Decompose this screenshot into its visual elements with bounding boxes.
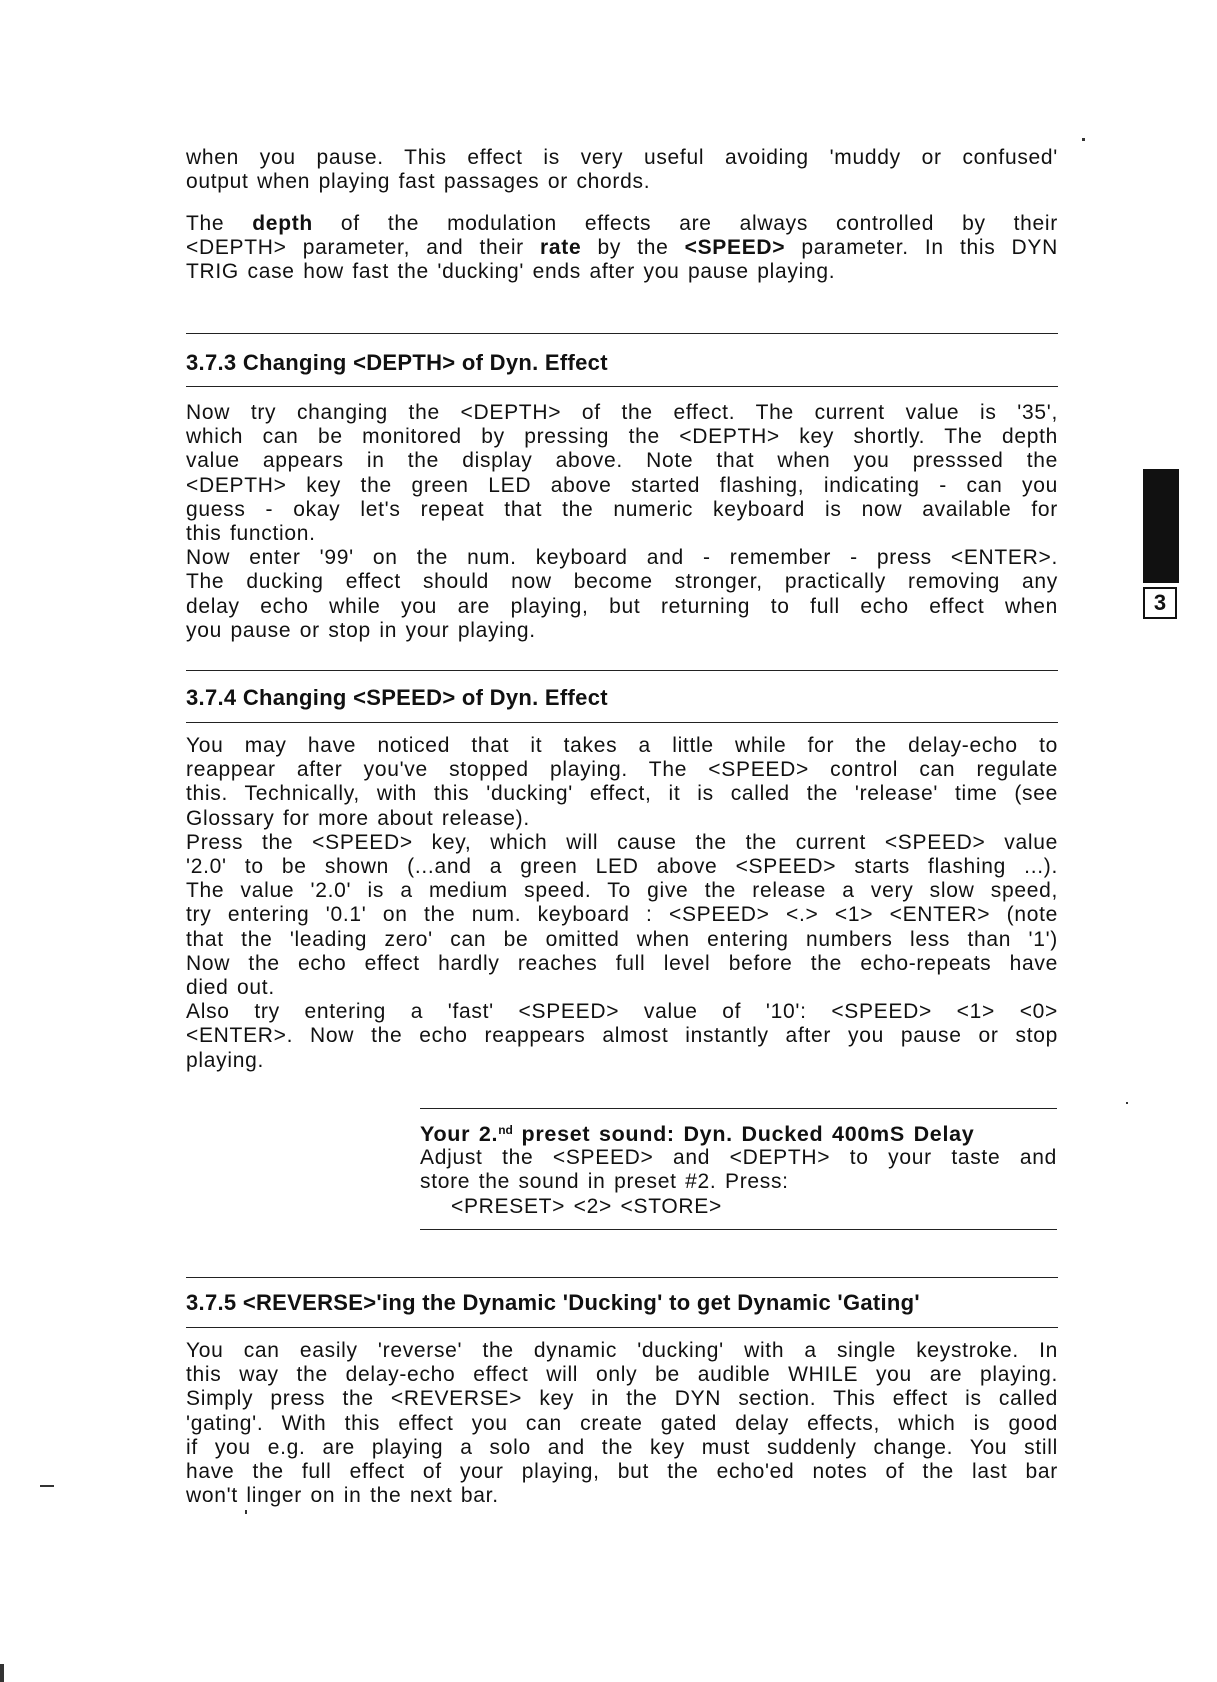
section-body-3-7-5 xyxy=(186,1339,1058,1508)
section-body-3-7-3 xyxy=(186,401,1058,643)
preset-title xyxy=(420,1118,1057,1146)
section-heading-3-7-4: 3.7.4 Changing <SPEED> of Dyn. Effect xyxy=(186,685,608,710)
text-span: by the xyxy=(581,236,685,260)
text-line: output when playing fast passages or chords. xyxy=(186,170,651,194)
text-line: Also try entering a 'fast' <SPEED> value of '10': <SPEED> <1> <0> xyxy=(186,1000,1058,1024)
text-line: Now try changing the <DEPTH> of the effect. The current value is '35', xyxy=(186,401,1058,424)
divider xyxy=(186,722,1058,723)
scan-edge-mark xyxy=(0,1664,4,1682)
text-line: this function. xyxy=(186,522,316,546)
text-line: You can easily 'reverse' the dynamic 'ducking' with a single keystroke. In xyxy=(186,1339,1058,1362)
text-line: 'gating'. With this effect you can create gated delay effects, which is good xyxy=(186,1411,1058,1435)
text-line: won't linger on in the next bar. xyxy=(186,1484,499,1508)
text-line: if you e.g. are playing a solo and the key must suddenly change. You still xyxy=(186,1435,1058,1459)
text-line: value appears in the display above. Note that when you presssed the xyxy=(186,449,1058,473)
text-line: died out. xyxy=(186,976,275,1000)
text-line: this. Technically, with this 'ducking' effect, it is called the 'release' time (see xyxy=(186,782,1058,806)
text-line: reappear after you've stopped playing. The <SPEED> control can regulate xyxy=(186,758,1058,782)
text-line: The value '2.0' is a medium speed. To give the release a very slow speed, xyxy=(186,879,1058,903)
intro-paragraph-1 xyxy=(186,146,1058,194)
text-span: parameter. In this DYN xyxy=(785,236,1058,260)
text-line: Now the echo effect hardly reaches full level before the echo-repeats have xyxy=(186,951,1058,975)
divider xyxy=(420,1229,1057,1230)
scan-speck xyxy=(1082,138,1085,141)
bold-term-rate: rate xyxy=(540,236,582,260)
text-line: which can be monitored by pressing the <DEPTH> key shortly. The depth xyxy=(186,425,1058,449)
chapter-number: 3 xyxy=(1143,587,1177,619)
divider xyxy=(186,1327,1058,1328)
text-span: The xyxy=(186,212,253,235)
text-line: <DEPTH> key the green LED above started flashing, indicating - can you xyxy=(186,473,1058,497)
bold-term-depth: depth xyxy=(252,212,313,235)
text-line: Glossary for more about release). xyxy=(186,806,530,830)
text-span: Your 2. xyxy=(420,1122,499,1146)
intro-paragraph-2 xyxy=(186,212,1058,285)
section-heading-3-7-5: 3.7.5 <REVERSE>'ing the Dynamic 'Ducking' to get Dynamic 'Gating' xyxy=(186,1290,920,1315)
text-line: store the sound in preset #2. Press: xyxy=(420,1170,789,1194)
text-line: Now enter '99' on the num. keyboard and - remember - press <ENTER>. xyxy=(186,546,1058,570)
scan-speck xyxy=(245,1510,247,1514)
text-line: You may have noticed that it takes a little while for the delay-echo to xyxy=(186,734,1058,757)
chapter-tab-marker xyxy=(1143,469,1179,583)
text-line: that the 'leading zero' can be omitted when entering numbers less than '1') xyxy=(186,927,1058,951)
text-line: guess - okay let's repeat that the numeric keyboard is now available for xyxy=(186,497,1058,521)
scan-speck xyxy=(1126,1102,1128,1104)
text-line: TRIG case how fast the 'ducking' ends after you pause playing. xyxy=(186,260,836,284)
text-line: <ENTER>. Now the echo reappears almost instantly after you pause or stop xyxy=(186,1024,1058,1048)
text-line: delay echo while you are playing, but returning to full echo effect when xyxy=(186,594,1058,618)
text-line xyxy=(186,212,1058,236)
preset-key-sequence: <PRESET> <2> <STORE> xyxy=(451,1194,722,1218)
text-line: you pause or stop in your playing. xyxy=(186,618,536,642)
text-line: Press the <SPEED> key, which will cause the the current <SPEED> value xyxy=(186,830,1058,854)
divider xyxy=(420,1108,1057,1109)
text-line: Adjust the <SPEED> and <DEPTH> to your taste and xyxy=(420,1146,1057,1170)
text-line xyxy=(186,236,1058,260)
text-line: '2.0' to be shown (...and a green LED above <SPEED> starts flashing ...). xyxy=(186,855,1058,879)
scan-speck xyxy=(40,1485,54,1487)
text-line: have the full effect of your playing, but the echo'ed notes of the last bar xyxy=(186,1460,1058,1484)
text-span: of the modulation effects are always controlled by their xyxy=(312,212,1058,235)
divider xyxy=(186,1277,1058,1278)
text-span: <DEPTH> parameter, and their xyxy=(186,236,541,260)
preset-callout xyxy=(420,1118,1057,1219)
bold-term-speed: <SPEED> xyxy=(684,236,786,260)
text-line: Simply press the <REVERSE> key in the DYN section. This effect is called xyxy=(186,1387,1058,1411)
text-line: playing. xyxy=(186,1048,264,1072)
text-line: try entering '0.1' on the num. keyboard : <SPEED> <.> <1> <ENTER> (note xyxy=(186,903,1058,927)
text-line: this way the delay-echo effect will only be audible WHILE you are playing. xyxy=(186,1363,1058,1387)
divider xyxy=(186,333,1058,334)
section-body-3-7-4 xyxy=(186,734,1058,1073)
section-heading-3-7-3: 3.7.3 Changing <DEPTH> of Dyn. Effect xyxy=(186,350,608,375)
text-line: The ducking effect should now become stronger, practically removing any xyxy=(186,570,1058,594)
divider xyxy=(186,386,1058,387)
text-span: preset sound: Dyn. Ducked 400mS Delay xyxy=(512,1122,975,1146)
ordinal-suffix: nd xyxy=(498,1123,513,1137)
text-line: when you pause. This effect is very useful avoiding 'muddy or confused' xyxy=(186,146,1058,169)
divider xyxy=(186,670,1058,671)
